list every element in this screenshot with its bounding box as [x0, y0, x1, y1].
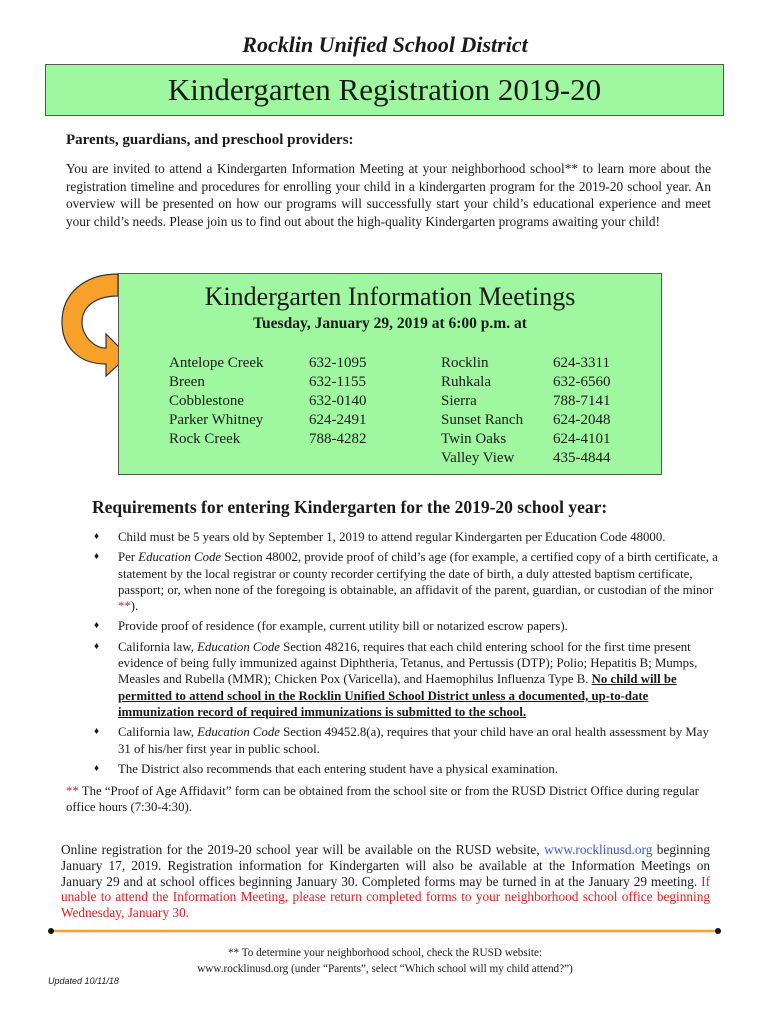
requirement-text: The District also recommends that each entering student have a physical examination.: [118, 761, 558, 776]
requirement-item: [92, 724, 720, 757]
meetings-title: Kindergarten Information Meetings: [204, 282, 576, 311]
footer-note: ** To determine your neighborhood school, check the RUSD website:: [227, 947, 543, 959]
greeting: Parents, guardians, and preschool providers:: [66, 132, 354, 148]
requirements-list: [92, 529, 720, 781]
diamond-bullet-icon: ♦: [94, 531, 100, 542]
school-phone: 624-2048: [553, 412, 611, 428]
requirement-item: [92, 639, 720, 720]
footnote-stars: **: [118, 599, 131, 614]
affidavit-note: [66, 783, 716, 816]
requirement-text: Section 49452.8(a), requires that your child have an oral health assessment by May 31 of his/her first year in public school.: [118, 725, 709, 756]
requirement-text: Child must be 5 years old by September 1, 2019 to attend regular Kindergarten per Education Code 48000.: [118, 530, 666, 544]
footer-website-note: www.rocklinusd.org (under “Parents”, select “Which school will my child attend?”): [197, 963, 573, 975]
online-text: beginning January 17, 2019. Registration information for Kindergarten will also be available at the Information Meetings on January 29 and at school offices beginning January 30. Completed forms may be turned in at the January 29 meeting.: [61, 842, 710, 889]
school-name: Cobblestone: [169, 393, 244, 409]
school-phone: 624-2491: [309, 412, 367, 428]
education-code-label: Education Code: [197, 725, 280, 740]
district-name: Rocklin Unified School District: [242, 32, 528, 57]
school-name: Sierra: [441, 393, 477, 409]
online-text: Online registration for the 2019-20 school year will be available on the RUSD website,: [61, 842, 545, 857]
orange-divider: [48, 928, 721, 934]
left-school-names: [169, 354, 264, 449]
school-phone: 632-0140: [309, 393, 367, 409]
website-link[interactable]: www.rocklinusd.org: [544, 842, 653, 857]
school-name: Breen: [169, 374, 205, 390]
requirements-title: Requirements for entering Kindergarten for the 2019-20 school year:: [92, 497, 608, 517]
school-phone: 632-1095: [309, 355, 367, 371]
intro-paragraph: You are invited to attend a Kindergarten Information Meeting at your neighborhood school** to learn more about the registration timeline and procedures for enrolling your child in a kindergarten program for the 2019-20 school year. An overview will be presented on how our programs will successfully start your child’s educational experience and meet your child’s needs. Please join us to find out about the high-quality Kindergarten programs awaiting your child!: [66, 161, 711, 229]
requirement-text: California law,: [118, 725, 198, 740]
diamond-bullet-icon: ♦: [94, 551, 100, 563]
school-name: Rocklin: [441, 355, 489, 371]
school-phone: 788-4282: [309, 431, 367, 447]
diamond-bullet-icon: ♦: [94, 640, 100, 652]
right-school-phones: [553, 354, 611, 468]
online-registration-paragraph: [61, 842, 710, 921]
meetings-box: [118, 273, 662, 475]
school-phone: 624-4101: [553, 431, 611, 447]
requirement-text: ).: [130, 599, 139, 614]
requirement-text: California law,: [118, 639, 198, 654]
requirement-text: Section 48216, requires that each child entering school for the first time present evidence of being fully immunized against Diphtheria, Tetanus, and Pertussis (DTP); Polio; Hepatitis B; Mumps, Measles and Rubella (MMR); Chicken Pox (Varicella), and Haemophilus Influenza Type B.: [118, 639, 698, 687]
diamond-bullet-icon: ♦: [94, 620, 100, 632]
requirement-text: Provide proof of residence (for example, current utility bill or notarized escrow papers).: [118, 619, 568, 634]
footnote-stars: **: [66, 784, 79, 798]
requirement-item: [92, 761, 720, 777]
right-school-names: [441, 354, 523, 468]
requirement-item: [92, 529, 720, 545]
school-name: Valley View: [441, 450, 515, 466]
education-code-label: Education Code: [138, 550, 222, 565]
school-name: Ruhkala: [441, 374, 491, 390]
requirement-text: Section 48002, provide proof of child’s age (for example, a certified copy of a birth certificate, a statement by the local registrar or county recorder certifying the date of birth, a duly attested baptism certificate, passport; or, when none of the foregoing is obtainable, an affidavit of the parent, guardian, or custodian of the minor: [118, 550, 718, 597]
school-name: Parker Whitney: [169, 412, 264, 428]
diamond-bullet-icon: ♦: [94, 762, 100, 774]
requirement-text: Per: [118, 550, 139, 565]
school-phone: 624-3311: [553, 355, 610, 371]
return-forms-notice: If unable to attend the Information Meeting, please return completed forms to your neighborhood school office beginning Wednesday, January 30.: [61, 873, 710, 921]
requirement-item: [92, 549, 720, 614]
school-phone: 435-4844: [553, 450, 611, 466]
requirement-item: [92, 618, 720, 634]
immunization-warning: No child will be permitted to attend school in the Rocklin Unified School District unless a documented, up-to-date immunization record of required immunizations is submitted to the school.: [118, 672, 677, 719]
note-text: The “Proof of Age Affidavit” form can be obtained from the school site or from the RUSD District Office during regular office hours (7:30-4:30).: [66, 784, 699, 815]
school-name: Twin Oaks: [441, 431, 507, 447]
school-name: Rock Creek: [169, 431, 241, 447]
school-phone: 788-7141: [553, 393, 611, 409]
diamond-bullet-icon: ♦: [94, 726, 100, 738]
education-code-label: Education Code: [197, 639, 280, 654]
school-name: Sunset Ranch: [441, 412, 524, 428]
updated-date: Updated 10/11/18: [48, 976, 119, 986]
school-phone: 632-1155: [309, 374, 366, 390]
page-title: Kindergarten Registration 2019-20: [45, 64, 724, 116]
school-phone: 632-6560: [553, 374, 611, 390]
left-school-phones: [309, 354, 367, 449]
meetings-date: Tuesday, January 29, 2019 at 6:00 p.m. at: [253, 315, 527, 332]
school-name: Antelope Creek: [169, 355, 264, 371]
